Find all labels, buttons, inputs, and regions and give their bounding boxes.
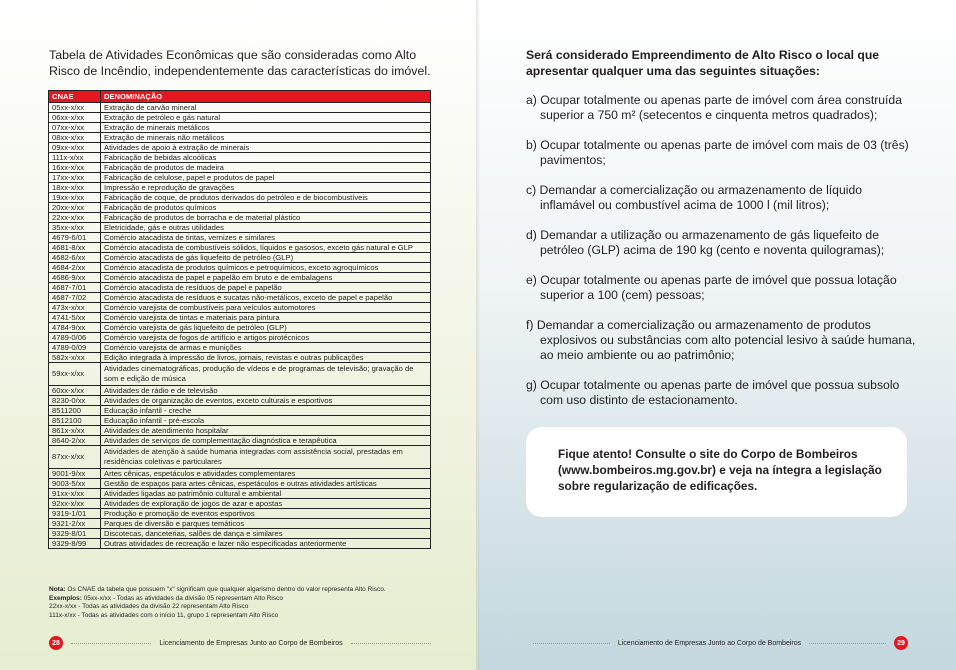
table-row — [49, 303, 431, 313]
cnae-code-cell: 4687-7/02 — [49, 293, 101, 303]
denominacao-cell: Gestão de espaços para artes cênicas, espetáculos e outras atividades artísticas — [101, 479, 431, 489]
denominacao-cell: Fabricação de produtos de borracha e de material plástico — [101, 213, 431, 223]
denominacao-cell: Atividades de rádio e de televisão — [101, 386, 431, 396]
cnae-code-cell: 92xx-x/xx — [49, 499, 101, 509]
denominacao-cell: Comércio varejista de combustíveis para veículos automotores — [101, 303, 431, 313]
cnae-code-cell: 8230-0/xx — [49, 396, 101, 406]
table-row — [49, 509, 431, 519]
cnae-code-cell: 4679-6/01 — [49, 233, 101, 243]
criteria-item-e: e) Ocupar totalmente ou apenas parte de imóvel que possua lotação superior a 100 (cem) pessoas; — [526, 273, 897, 302]
denominacao-cell: Comércio atacadista de tintas, vernizes e similares — [101, 233, 431, 243]
denominacao-cell: Extração de carvão mineral — [101, 103, 431, 113]
denominacao-cell: Comércio atacadista de resíduos de papel e papelão — [101, 283, 431, 293]
cnae-code-cell: 4687-7/01 — [49, 283, 101, 293]
table-row — [49, 469, 431, 479]
cnae-code-cell: 8511200 — [49, 406, 101, 416]
cnae-code-cell: 09xx-x/xx — [49, 143, 101, 153]
cnae-code-cell: 19xx-x/xx — [49, 193, 101, 203]
denominacao-cell: Atividades de exploração de jogos de azar e apostas — [101, 499, 431, 509]
header-cnae: CNAE — [49, 91, 101, 103]
denominacao-cell: Fabricação de bebidas alcoólicas — [101, 153, 431, 163]
denominacao-cell: Comércio atacadista de papel e papelão em bruto e de embalagens — [101, 273, 431, 283]
denominacao-cell: Edição integrada à impressão de livros, jornais, revistas e outras publicações — [101, 353, 431, 363]
cnae-code-cell: 4682-6/xx — [49, 253, 101, 263]
cnae-code-cell: 06xx-x/xx — [49, 113, 101, 123]
table-row — [49, 396, 431, 406]
table-row — [49, 253, 431, 263]
cnae-code-cell: 9329-8/99 — [49, 539, 101, 549]
cnae-code-cell: 582x-x/xx — [49, 353, 101, 363]
page-number-badge: 28 — [49, 636, 63, 650]
example-1: 05xx-x/xx - Todas as atividades da divisão 05 representam Alto Risco — [81, 594, 283, 602]
table-row — [49, 133, 431, 143]
cnae-code-cell: 87xx-x/xx — [49, 446, 101, 469]
footer-dotted-rule — [533, 643, 610, 644]
denominacao-cell: Extração de minerais metálicos — [101, 123, 431, 133]
denominacao-cell: Impressão e reprodução de gravações — [101, 183, 431, 193]
table-row — [49, 243, 431, 253]
table-row — [49, 203, 431, 213]
denominacao-cell: Atividades ligadas ao patrimônio cultural e ambiental — [101, 489, 431, 499]
denominacao-cell: Atividades de atendimento hospitalar — [101, 426, 431, 436]
risk-criteria-list — [526, 93, 916, 423]
cnae-code-cell: 8640-2/xx — [49, 436, 101, 446]
callout-box: Fique atento! Consulte o site do Corpo de Bombeiros (www.bombeiros.mg.gov.br) e veja na íntegra a legislação sobre regularização de edificações. — [526, 427, 907, 517]
cnae-code-cell: 4684-2/xx — [49, 263, 101, 273]
table-row — [49, 283, 431, 293]
table-row — [49, 323, 431, 333]
example-2: 22xx-x/xx - Todas as atividades da divisão 22 representam Alto Risco — [49, 603, 249, 611]
table-row — [49, 273, 431, 283]
table-header-row — [49, 91, 431, 103]
cnae-code-cell: 4784-9/xx — [49, 323, 101, 333]
table-row — [49, 529, 431, 539]
denominacao-cell: Parques de diversão e parques temáticos — [101, 519, 431, 529]
table-row — [49, 363, 431, 386]
header-denominacao: DENOMINAÇÃO — [101, 91, 431, 103]
footer-dotted-rule — [71, 643, 151, 644]
book-spine-shadow — [476, 0, 480, 670]
table-intro-text: Tabela de Atividades Econômicas que são consideradas como Alto Risco de Incêndio, independentemente das características do imóvel. — [49, 48, 431, 78]
table-row — [49, 499, 431, 509]
criteria-item-c: c) Demandar a comercialização ou armazenamento de líquido inflamável ou combustível acima de 1000 l (mil litros); — [526, 183, 863, 212]
cnae-code-cell: 9003-5/xx — [49, 479, 101, 489]
denominacao-cell: Fabricação de coque, de produtos derivados do petróleo e de biocombustíveis — [101, 193, 431, 203]
denominacao-cell: Outras atividades de recreação e lazer não especificadas anteriormente — [101, 539, 431, 549]
table-row — [49, 183, 431, 193]
table-row — [49, 293, 431, 303]
cnae-code-cell: 9001-9/xx — [49, 469, 101, 479]
denominacao-cell: Atividades de organização de eventos, exceto culturais e esportivos — [101, 396, 431, 406]
table-row — [49, 153, 431, 163]
cnae-code-cell: 17xx-x/xx — [49, 173, 101, 183]
denominacao-cell: Comércio varejista de gás liquefeito de petróleo (GLP) — [101, 323, 431, 333]
table-row — [49, 193, 431, 203]
table-row — [49, 123, 431, 133]
table-row — [49, 446, 431, 469]
denominacao-cell: Eletricidade, gás e outras utilidades — [101, 223, 431, 233]
criteria-item-f: f) Demandar a comercialização ou armazenamento de produtos explosivos ou substâncias com alto potencial lesivo à saúde humana, ao meio ambiente ou ao patrimônio; — [526, 318, 916, 362]
denominacao-cell: Discotecas, danceterias, salões de dança e similares — [101, 529, 431, 539]
cnae-code-cell: 4686-9/xx — [49, 273, 101, 283]
examples-label: Exemplos: — [49, 594, 82, 602]
denominacao-cell: Educação infantil - creche — [101, 406, 431, 416]
page-number-badge: 29 — [894, 636, 908, 650]
table-row — [49, 416, 431, 426]
cnae-code-cell: 4789-0/09 — [49, 343, 101, 353]
table-row — [49, 386, 431, 396]
cnae-code-cell: 4681-8/xx — [49, 243, 101, 253]
cnae-code-cell: 111x-x/xx — [49, 153, 101, 163]
denominacao-cell: Educação infantil - pré-escola — [101, 416, 431, 426]
cnae-code-cell: 22xx-x/xx — [49, 213, 101, 223]
table-row — [49, 406, 431, 416]
high-risk-heading: Será considerado Empreendimento de Alto Risco o local que apresentar qualquer uma das seguintes situações: — [526, 48, 880, 78]
cnae-code-cell: 18xx-x/xx — [49, 183, 101, 193]
footer-dotted-rule — [351, 643, 431, 644]
cnae-code-cell: 59xx-x/xx — [49, 363, 101, 386]
note-text: Os CNAE da tabela que possuem "x" significam que qualquer algarismo dentro do valor representa Alto Risco. — [65, 586, 386, 593]
criteria-item-g: g) Ocupar totalmente ou apenas parte de imóvel que possua subsolo com uso distinto de estacionamento. — [526, 378, 900, 407]
left-footer — [49, 636, 439, 650]
note-label: Nota: — [49, 586, 66, 593]
table-row — [49, 333, 431, 343]
table-row — [49, 539, 431, 549]
table-row — [49, 103, 431, 113]
table-row — [49, 113, 431, 123]
cnae-code-cell: 35xx-x/xx — [49, 223, 101, 233]
table-row — [49, 163, 431, 173]
table-row — [49, 519, 431, 529]
table-row — [49, 173, 431, 183]
cnae-code-cell: 9319-1/01 — [49, 509, 101, 519]
footer-dotted-rule — [809, 643, 886, 644]
table-row — [49, 313, 431, 323]
cnae-code-cell: 4789-0/06 — [49, 333, 101, 343]
cnae-code-cell: 9329-8/01 — [49, 529, 101, 539]
cnae-code-cell: 60xx-x/xx — [49, 386, 101, 396]
cnae-code-cell: 05xx-x/xx — [49, 103, 101, 113]
cnae-code-cell: 20xx-x/xx — [49, 203, 101, 213]
footer-text: Licenciamento de Empresas Junto ao Corpo de Bombeiros — [159, 639, 343, 647]
right-footer — [525, 636, 908, 650]
table-row — [49, 263, 431, 273]
table-row — [49, 233, 431, 243]
table-row — [49, 343, 431, 353]
table-row — [49, 353, 431, 363]
footer-text: Licenciamento de Empresas Junto ao Corpo de Bombeiros — [617, 639, 802, 647]
denominacao-cell: Fabricação de produtos de madeira — [101, 163, 431, 173]
denominacao-cell: Produção e promoção de eventos esportivos — [101, 509, 431, 519]
criteria-item-b: b) Ocupar totalmente ou apenas parte de imóvel com mais de 03 (três) pavimentos; — [526, 138, 909, 167]
cnae-code-cell: 07xx-x/xx — [49, 123, 101, 133]
cnae-code-cell: 4741-5/xx — [49, 313, 101, 323]
denominacao-cell: Fabricação de celulose, papel e produtos de papel — [101, 173, 431, 183]
table-row — [49, 489, 431, 499]
cnae-code-cell: 861x-x/xx — [49, 426, 101, 436]
cnae-code-cell: 08xx-x/xx — [49, 133, 101, 143]
cnae-table — [48, 90, 431, 549]
table-row — [49, 436, 431, 446]
criteria-item-d: d) Demandar a utilização ou armazenamento de gás liquefeito de petróleo (GLP) acima de 190 kg (cento e noventa quilogramas); — [526, 228, 885, 257]
denominacao-cell: Atividades cinematográficas, produção de vídeos e de programas de televisão; gravação de som e edição de música — [101, 363, 431, 386]
denominacao-cell: Extração de petróleo e gás natural — [101, 113, 431, 123]
denominacao-cell: Fabricação de produtos químicos — [101, 203, 431, 213]
denominacao-cell: Extração de minerais não metálicos — [101, 133, 431, 143]
cnae-code-cell: 473x-x/xx — [49, 303, 101, 313]
denominacao-cell: Comércio atacadista de resíduos e sucatas não-metálicos, exceto de papel e papelão — [101, 293, 431, 303]
table-body — [49, 103, 431, 549]
table-row — [49, 426, 431, 436]
table-row — [49, 479, 431, 489]
cnae-code-cell: 91xx-x/xx — [49, 489, 101, 499]
denominacao-cell: Atividades de apoio à extração de minerais — [101, 143, 431, 153]
denominacao-cell: Artes cênicas, espetáculos e atividades complementares — [101, 469, 431, 479]
example-3: 111x-x/xx - Todas as atividades com o início 11, grupo 1 representam Alto Risco — [49, 611, 279, 619]
cnae-code-cell: 9321-2/xx — [49, 519, 101, 529]
table-row — [49, 213, 431, 223]
denominacao-cell: Comércio atacadista de gás liquefeito de petróleo (GLP) — [101, 253, 431, 263]
table-note — [49, 586, 449, 620]
denominacao-cell: Comércio atacadista de produtos químicos e petroquímicos, exceto agroquímicos — [101, 263, 431, 273]
cnae-code-cell: 16xx-x/xx — [49, 163, 101, 173]
denominacao-cell: Atividades de atenção à saúde humana integradas com assistência social, prestadas em residências coletivas e particulares — [101, 446, 431, 469]
denominacao-cell: Comércio atacadista de combustíveis sólidos, líquidos e gasosos, exceto gás natural e GLP — [101, 243, 431, 253]
denominacao-cell: Atividades de serviços de complementação diagnóstica e terapêutica — [101, 436, 431, 446]
cnae-code-cell: 8512100 — [49, 416, 101, 426]
denominacao-cell: Comércio varejista de armas e munições — [101, 343, 431, 353]
denominacao-cell: Comércio varejista de tintas e materiais para pintura — [101, 313, 431, 323]
denominacao-cell: Comércio varejista de fogos de artifício e artigos pirotécnicos — [101, 333, 431, 343]
table-row — [49, 223, 431, 233]
table-row — [49, 143, 431, 153]
criteria-item-a: a) Ocupar totalmente ou apenas parte de imóvel com área construída superior a 750 m² (setecentos e cinquenta metros quadrados); — [526, 93, 902, 122]
